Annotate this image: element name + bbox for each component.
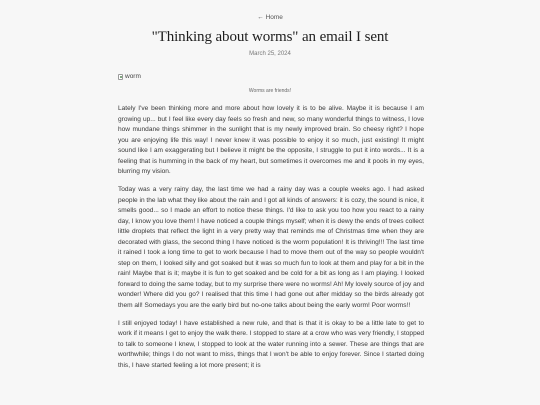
post-date: March 25, 2024 — [249, 51, 291, 57]
broken-image-icon — [118, 74, 123, 80]
home-link-label: Home — [265, 14, 283, 21]
home-link[interactable] — [0, 14, 540, 21]
back-arrow-icon: ← — [257, 14, 264, 21]
post-paragraph: Lately I've been thinking more and more about how lovely it is to be alive. Maybe it is because I am growing up... but I feel like every day feels so fresh and new, so many wonderful things to witness, I love how mundane things shimmer in the sunlight that is my newly improved brain. So cheesy right? I hope you are enjoying life this way! I never knew it was possible to enjoy it so much, just existing! It might sound like I am exaggerating but I believe it might be the opposite, I struggle to put it into words... It is a feeling that is humming in the back of my heart, but sometimes it overcomes me and it pools in my eyes, blurring my vision. — [118, 105, 424, 175]
post-paragraph: I still enjoyed today! I have established a new rule, and that is that it is okay to be a little late to get to work if it means I get to enjoy the walk there. I stopped to stare at a crow who was very friendly, I stopped to talk to someone I knew, I stopped to look at the water running into a sewer. These are things that are worthwhile; things I do not want to miss, things that I won't be able to enjoy forever. Since I started doing this, I have started feeling a lot more present; it is — [118, 319, 424, 369]
post-body — [118, 104, 424, 379]
post-image-alt-text: worm — [125, 73, 141, 80]
post-paragraph: Today was a very rainy day, the last time we had a rainy day was a couple weeks ago. I had asked people in the lab what they like about the rain and I got all kinds of answers: it is cozy, the sound is nice, it smells good... so I made an effort to notice these things. I'd like to ask you too how you react to a rainy day, I know you love them! I have noticed a couple things myself; when it is dewy the ends of trees collect little droplets that reflect the light in a very pretty way that reminds me of Christmas time when they are decorated with glass, the second thing I have noticed is the worm population! It is thriving!!! The last time it rained I took a long time to get to work because I had to move them out of the way so people wouldn't step on them, I looked silly and got soaked but it was so much fun to look at them and play for a bit in the rain! Maybe that is it; maybe it is fun to get soaked and be cold for a bit as long as I am playing. I looked forward to doing the same today, but to my surprise there were no worms! Ah! My lovely source of joy and wonder! Where did you go? I realised that this time I had gone out after midday so the birds already got them all! Somedays you are the early bird but no-one talks about being the early worm! Poor worms!! — [118, 186, 424, 309]
post-image — [118, 73, 141, 80]
post-title: "Thinking about worms" an email I sent — [151, 29, 389, 45]
image-caption: Worms are friends! — [248, 88, 292, 94]
